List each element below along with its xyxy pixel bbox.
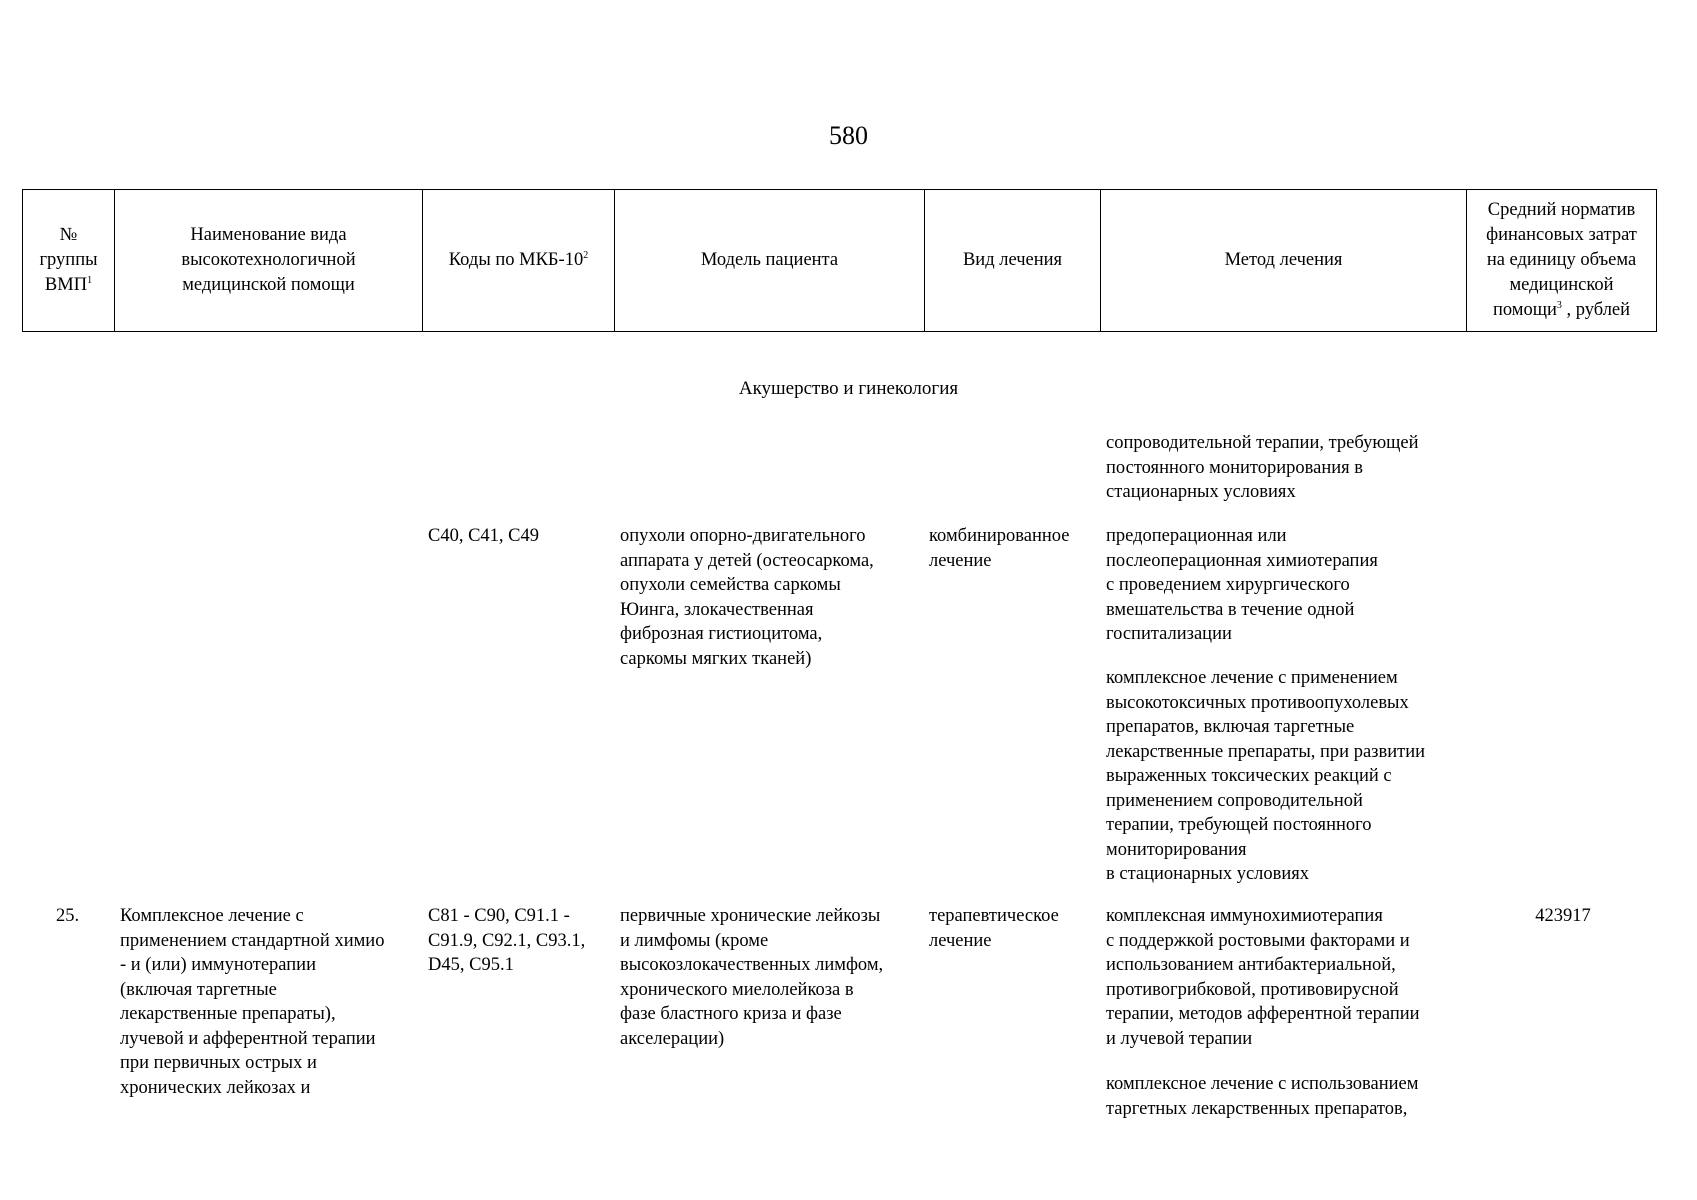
row-2-icd-codes: C81 - C90, C91.1 - C91.9, C92.1, C93.1, D45, C95.1 xyxy=(428,906,586,975)
header-icd-codes: Коды по МКБ-$10^2$ xyxy=(423,190,615,332)
row-1-treatment-type: комбинированное лечение xyxy=(929,526,1070,571)
section-title: Акушерство и гинекология xyxy=(738,378,959,399)
row-2-method-2: комплексное лечение с использованием таргетных лекарственных препаратов, xyxy=(1106,1074,1419,1119)
row-1-icd-codes: C40, C41, C49 xyxy=(428,526,540,546)
row-1-method-1: предоперационная или послеоперационная химиотерапия с проведением хирургического вмешательства в течение одной госпитализации xyxy=(1106,526,1378,644)
header-treatment-type: Вид лечения xyxy=(925,190,1101,332)
header-patient-model: Модель пациента xyxy=(615,190,925,332)
row-2-group-number: 25. xyxy=(56,906,80,926)
header-care-name: Наименование вида высокотехнологичной медицинской помощи xyxy=(115,190,423,332)
row-2-care-name: Комплексное лечение с применением стандартной химио - и (или) иммунотерапии (включая таргетные лекарственные препараты), лучевой и афферентной терапии при первичных острых и хронических лейкозах и xyxy=(120,906,385,1098)
header-cost-norm: Средний норматив финансовых затрат на единицу объема медицинской помощи$^3$ , рублей xyxy=(1467,190,1657,332)
row-2-patient-model: первичные хронические лейкозы и лимфомы (кроме высокозлокачественных лимфом, хронического миелолейкоза в фазе бластного криза и фазе акселерации) xyxy=(620,906,884,1049)
row-2-treatment-type: терапевтическое лечение xyxy=(929,906,1059,951)
header-group-number: № группы ВМП$^1$ xyxy=(23,190,115,332)
row-1-method-2: комплексное лечение с применением высокотоксичных противоопухолевых препаратов, включая таргетные лекарственные препараты, при развитии выраженных токсических реакций с применением сопроводительной терапии, требующей постоянного мониторирования в стационарных условиях xyxy=(1106,668,1425,884)
row-2-method-1: комплексная иммунохимиотерапия с поддержкой ростовыми факторами и использованием антибактериальной, противогрибковой, противовирусной терапии, методов афферентной терапии и лучевой терапии xyxy=(1106,906,1420,1049)
table-header xyxy=(22,189,1657,332)
page-number: 580 xyxy=(829,121,868,150)
row-1-patient-model: опухоли опорно-двигательного аппарата у детей (остеосаркома, опухоли семейства саркомы Юинга, злокачественная фиброзная гистиоцитома, саркомы мягких тканей) xyxy=(620,526,874,669)
row-2-cost-norm: 423917 xyxy=(1535,906,1591,926)
header-treatment-method: Метод лечения xyxy=(1101,190,1467,332)
continued-method-text: сопроводительной терапии, требующей постоянного мониторирования в стационарных условиях xyxy=(1106,433,1419,502)
